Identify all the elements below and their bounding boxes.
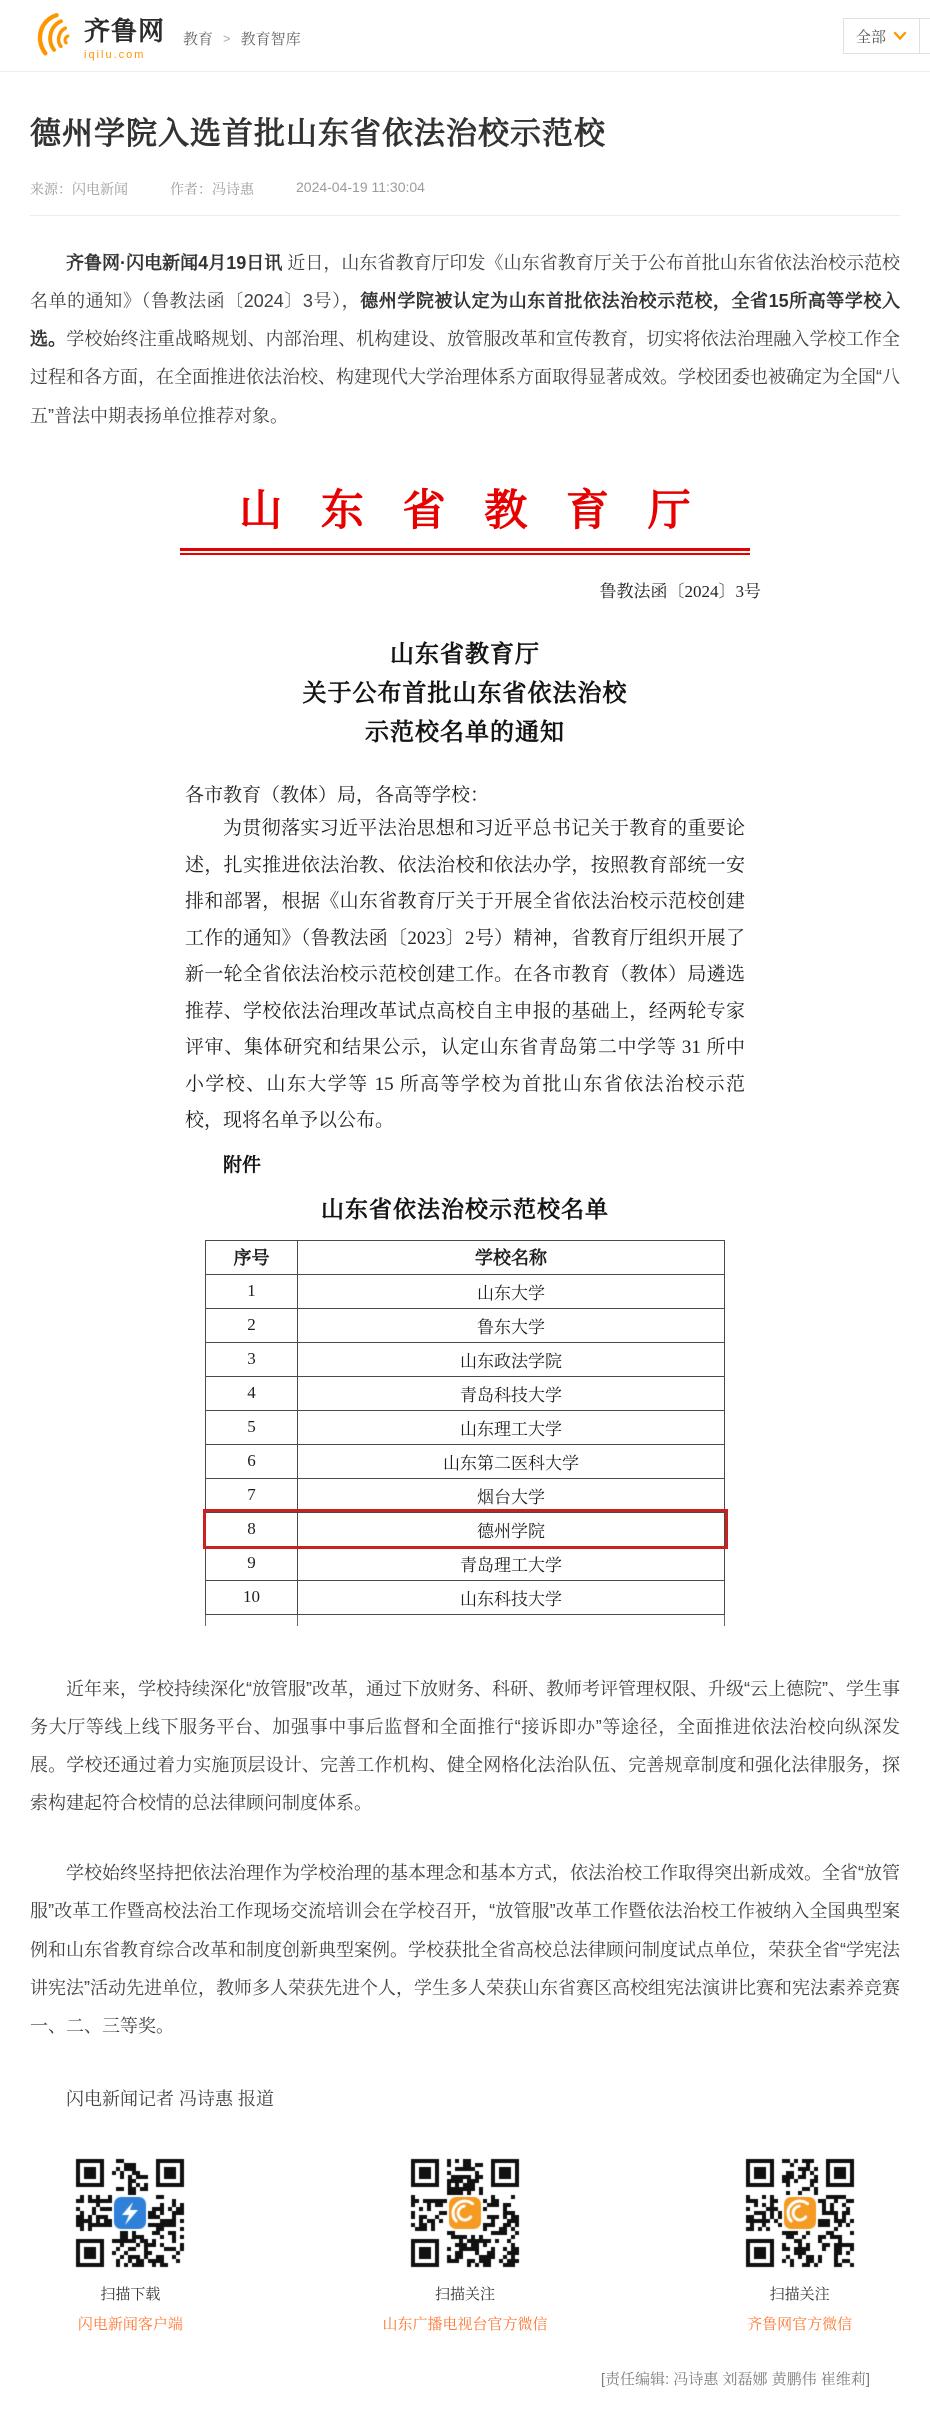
cell-school-name: 山东政法学院 bbox=[298, 1342, 725, 1376]
doc-body-text: 为贯彻落实习近平法治思想和习近平总书记关于教育的重要论述，扎实推进依法治教、依法治校和依法办学，按照教育部统一安排和部署，根据《山东省教育厅关于开展全省依法治校示范校创建工作的通知》（鲁教法函〔2023〕2号）精神，省教育厅组织开展了新一轮全省依法治校示范校创建工作。在各市教育（教体）局遴选推荐、学校依法治理改革试点高校自主申报的基础上，经两轮专家评审、集体研究和结果公示，认定山东省青岛第二中学等 31 所中小学校、山东大学等 15 所高等学校为首批山东省依法治校示范校，现将名单予以公布。 bbox=[185, 818, 745, 1132]
official-document-image bbox=[145, 465, 785, 1626]
doc-agency-title: 山东省教育厅 bbox=[239, 487, 730, 535]
cell-index: 7 bbox=[206, 1478, 298, 1512]
table-row bbox=[206, 1274, 725, 1308]
doc-red-rule bbox=[180, 548, 750, 555]
qr-code-image bbox=[72, 2155, 188, 2271]
reporter-line: 闪电新闻记者 冯诗惠 报道 bbox=[66, 2089, 275, 2110]
cell-school-name: 鲁东大学 bbox=[298, 1308, 725, 1342]
cell-index: 10 bbox=[206, 1580, 298, 1614]
doc-table-body bbox=[206, 1274, 725, 1614]
cell-school-name: 山东大学 bbox=[298, 1274, 725, 1308]
table-row bbox=[206, 1580, 725, 1614]
doc-title-line: 示范校名单的通知 bbox=[365, 719, 565, 746]
chevron-down-icon bbox=[893, 28, 907, 45]
iqilu-logo-icon bbox=[28, 10, 80, 62]
article-paragraph-2: 近年来，学校持续深化“放管服”改革，通过下放财务、科研、教师考评管理权限、升级“云上德院”、学生事务大厅等线上线下服务平台、加强事中事后监督和全面推行“接诉即办”等途径，全面推进依法治校向纵深发展。学校还通过着力实施顶层设计、完善工作机构、健全网格化法治队伍、完善规章制度和强化法律服务，探索构建起符合校情的总法律顾问制度体系。 bbox=[30, 1678, 900, 1814]
qr-caption: 扫描下载 bbox=[100, 2286, 161, 2304]
cell-school-name: 烟台大学 bbox=[298, 1478, 725, 1512]
editors-line: [责任编辑: 冯诗惠 刘磊娜 黄鹏伟 崔维莉] bbox=[600, 2371, 870, 2389]
article-source: 来源：闪电新闻 bbox=[30, 181, 128, 197]
breadcrumb-separator: > bbox=[223, 31, 231, 46]
site-logo[interactable] bbox=[28, 10, 165, 62]
search-input[interactable] bbox=[920, 18, 930, 54]
table-row bbox=[206, 1546, 725, 1580]
search-filter-label: 全部 bbox=[855, 28, 886, 46]
article-meta bbox=[30, 179, 900, 199]
cell-school-name: 青岛科技大学 bbox=[298, 1376, 725, 1410]
cell-index: 4 bbox=[206, 1376, 298, 1410]
paragraph-text: 近日，山东省教育厅印发《山东省教育厅关于公布首批山东省依法治校示范校名单的通知》（鲁教法函〔2024〕3号）， bbox=[30, 253, 900, 312]
article-author: 作者：冯诗惠 bbox=[170, 181, 254, 197]
qr-block-sdtv-wechat bbox=[365, 2155, 566, 2334]
cell-index: 6 bbox=[206, 1444, 298, 1478]
meta-divider bbox=[30, 215, 900, 216]
breadcrumb-item-thinktank[interactable]: 教育智库 bbox=[240, 31, 301, 48]
paragraph-bold: 德州学院被认定为山东首批依法治校示范校，全省15所高等学校入选。 bbox=[30, 291, 900, 350]
qr-link-iqilu-wechat[interactable]: 齐鲁网官方微信 bbox=[747, 2316, 853, 2334]
table-row bbox=[206, 1512, 725, 1546]
doc-attachment-label: 附件 bbox=[223, 1154, 262, 1176]
doc-title-line: 关于公布首批山东省依法治校 bbox=[302, 680, 628, 707]
cell-school-name: 山东第二医科大学 bbox=[298, 1444, 725, 1478]
cell-index: 9 bbox=[206, 1546, 298, 1580]
doc-salutation: 各市教育（教体）局，各高等学校： bbox=[185, 785, 490, 807]
article-datetime: 2024-04-19 11:30:04 bbox=[296, 179, 425, 195]
article-main bbox=[0, 108, 930, 2429]
qr-code-image bbox=[407, 2155, 523, 2271]
cell-school-name: 山东理工大学 bbox=[298, 1410, 725, 1444]
paragraph-lead-bold: 齐鲁网·闪电新闻4月19日讯 bbox=[66, 253, 283, 273]
cell-school-name: 青岛理工大学 bbox=[298, 1546, 725, 1580]
table-cropped-row-stub bbox=[205, 1615, 725, 1626]
cell-index: 8 bbox=[206, 1512, 298, 1546]
article-paragraph-1 bbox=[30, 244, 900, 435]
qr-code-image bbox=[742, 2155, 858, 2271]
cell-index: 1 bbox=[206, 1274, 298, 1308]
cell-index: 3 bbox=[206, 1342, 298, 1376]
table-row bbox=[206, 1444, 725, 1478]
paragraph-text: 学校始终注重战略规划、内部治理、机构建设、放管服改革和宣传教育，切实将依法治理融入学校工作全过程和各方面，在全面推进依法治校、构建现代大学治理体系方面取得显著成效。学校团委也被确定为全国“八五”普法中期表扬单位推荐对象。 bbox=[30, 329, 901, 426]
doc-school-table bbox=[205, 1240, 725, 1615]
doc-title bbox=[145, 636, 785, 753]
qr-block-iqilu-wechat bbox=[699, 2155, 900, 2334]
cell-index: 2 bbox=[206, 1308, 298, 1342]
site-domain: iqilu.com bbox=[84, 48, 146, 61]
doc-table-title: 山东省依法治校示范校名单 bbox=[321, 1196, 609, 1222]
table-row bbox=[206, 1342, 725, 1376]
table-row bbox=[206, 1308, 725, 1342]
article-title: 德州学院入选首批山东省依法治校示范校 bbox=[30, 116, 606, 151]
qr-link-shandian-app[interactable]: 闪电新闻客户端 bbox=[77, 2316, 183, 2334]
doc-title-line: 山东省教育厅 bbox=[390, 641, 540, 668]
qr-block-shandian-app bbox=[30, 2155, 231, 2334]
table-row bbox=[206, 1410, 725, 1444]
article-paragraph-3: 学校始终坚持把依法治理作为学校治理的基本理念和基本方式，依法治校工作取得突出新成效。全省“放管服”改革工作暨高校法治工作现场交流培训会在学校召开，“放管服”改革工作暨依法治校工作被纳入全国典型案例和山东省教育综合改革和制度创新典型案例。学校获批全省高校总法律顾问制度试点单位，荣获全省“学宪法讲宪法”活动先进单位，教师多人荣获先进个人，学生多人荣获山东省赛区高校组宪法演讲比赛和宪法素养竞赛一、二、三等奖。 bbox=[30, 1863, 900, 2036]
table-header-index: 序号 bbox=[206, 1240, 298, 1274]
qr-section bbox=[30, 2155, 900, 2334]
qr-link-sdtv-wechat[interactable]: 山东广播电视台官方微信 bbox=[382, 2316, 548, 2334]
site-header bbox=[0, 0, 930, 72]
search-filter-dropdown[interactable] bbox=[843, 18, 920, 54]
table-row bbox=[206, 1376, 725, 1410]
cell-index: 5 bbox=[206, 1410, 298, 1444]
breadcrumb-item-education[interactable]: 教育 bbox=[183, 31, 214, 48]
qr-caption: 扫描关注 bbox=[435, 2286, 496, 2304]
site-name: 齐鲁网 bbox=[84, 15, 166, 46]
doc-number: 鲁教法函〔2024〕3号 bbox=[599, 581, 761, 601]
table-header-row bbox=[206, 1240, 725, 1274]
table-header-school: 学校名称 bbox=[298, 1240, 725, 1274]
cell-school-name: 德州学院 bbox=[298, 1512, 725, 1546]
table-row bbox=[206, 1478, 725, 1512]
search-bar bbox=[843, 18, 930, 54]
breadcrumb bbox=[183, 28, 301, 49]
qr-caption: 扫描关注 bbox=[769, 2286, 830, 2304]
cell-school-name: 山东科技大学 bbox=[298, 1580, 725, 1614]
